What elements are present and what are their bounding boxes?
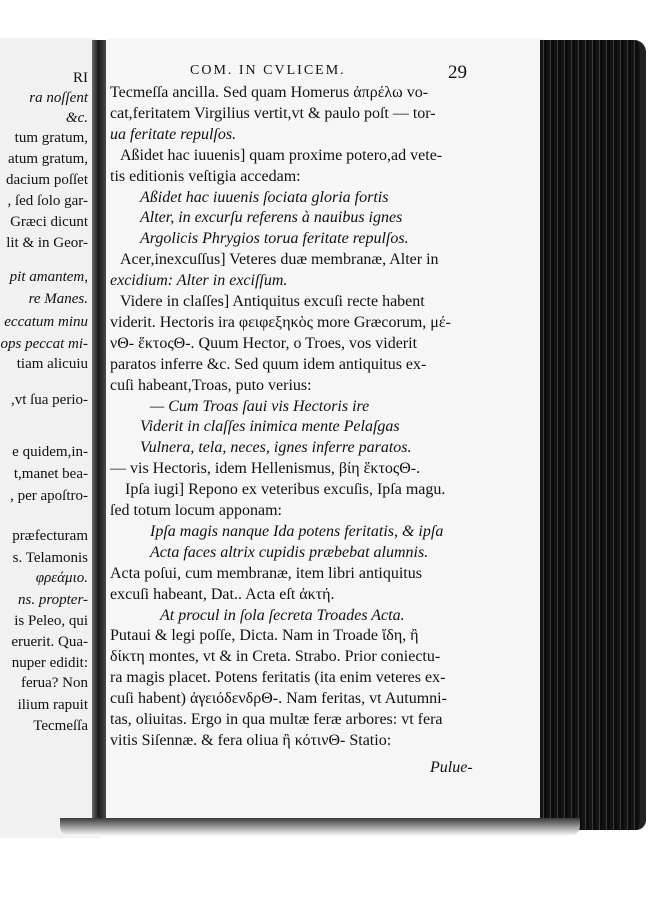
text-line: Vulnera, tela, neces, ignes inferre paratos. [140, 439, 412, 457]
left-text-line: t,manet bea- [13, 466, 88, 482]
text-line: excuſi habeant, Dat.. Acta eſt ἀκτή. [110, 585, 335, 603]
left-text-line: , per apoſtro- [10, 488, 88, 504]
text-line: viderit. Hectoris ira φειφεξηκὸς more Græcorum, μέ- [110, 313, 451, 331]
text-line: Ipſa iugi] Repono ex veteribus excuſis, Ipſa magu. [125, 481, 446, 499]
text-line: Alter, in excurſu referens à nauibus ignes [140, 209, 403, 227]
left-text-line: nuper edidit: [11, 655, 88, 671]
left-text-line: is Peleo, qui [14, 613, 88, 629]
left-text-line: atum gratum, [8, 151, 88, 167]
left-text-line: eccatum minu [4, 314, 88, 330]
text-line: δίκτη montes, vt & in Creta. Strabo. Prior coniectu- [110, 648, 441, 666]
text-line: ra magis placet. Potens feritatis (ita enim veteres ex- [110, 669, 446, 687]
left-text-line: e quidem,in- [12, 444, 88, 460]
left-text-line: ra noſſent [29, 90, 88, 106]
text-line: νΘ- ἕκτοςΘ-. Quum Hector, o Troes, vos viderit [110, 334, 418, 352]
text-line: Acer,inexcuſſus] Veteres duæ membranæ, Alter in [120, 251, 439, 269]
left-text-line: lit & in Geor- [6, 235, 88, 251]
left-text-line: , ſed ſolo gar- [7, 193, 88, 209]
text-line: ſed totum locum apponam: [110, 502, 282, 519]
left-text-line: dacium poſſet [5, 172, 88, 188]
text-line: — Cum Troas ſaui vis Hectoris ire [150, 397, 370, 415]
left-text-line: ops peccat mi- [0, 336, 88, 352]
text-line: Viderit in claſſes inimica mente Pelaſgas [140, 418, 400, 436]
left-text-line: ferua? Non [20, 675, 88, 691]
left-text-line: RI [73, 70, 88, 86]
left-text-line: re Manes. [28, 291, 88, 307]
text-line: Aßidet hac iuuenis] quam proxime potero,ad vete- [120, 146, 443, 164]
text-line: Aßidet hac iuuenis ſociata gloria fortis [140, 188, 389, 206]
text-line: vitis Siſennæ. & fera oliua ἢ κότινΘ- Statio: [110, 731, 392, 749]
text-line: At procul in ſola ſecreta Troades Acta. [160, 606, 405, 624]
text-line: Putaui & legi poſſe, Dicta. Nam in Troade ἴδη, ἢ [110, 627, 419, 645]
running-head: COM. IN CVLICEM. [190, 63, 346, 78]
text-line: Ipſa magis nanque Ida potens feritatis, & ipſa [150, 522, 444, 540]
left-text-line: &c. [65, 110, 88, 126]
text-line: paratos inferre &c. Sed quum idem antiquitus ex- [110, 355, 427, 373]
left-text-line: ns. propter- [18, 592, 88, 608]
book-bottom-edge [60, 818, 580, 836]
catchword: Pulue- [430, 758, 473, 776]
left-text-line: eruerit. Qua- [11, 634, 88, 650]
text-line: Tecmeſſa ancilla. Sed quam Homerus ἀπρέλω vo- [110, 84, 429, 101]
left-text-line: ilium rapuit [17, 697, 88, 713]
left-text-line: Græci dicunt [10, 214, 88, 230]
text-line: cuſi habeant,Troas, puto verius: [110, 376, 312, 394]
text-line: cat,feritatem Virgilius vertit,vt & paulo poſt — tor- [110, 104, 436, 122]
left-text-line: Tecmeſſa [33, 718, 88, 734]
text-line: — vis Hectoris, idem Hellenismus, βίη ἕκτοςΘ-. [110, 460, 421, 478]
left-text-line: ,vt ſua perio- [10, 392, 88, 408]
text-line: Acta faces altrix cupidis præbebat alumnis. [150, 543, 429, 561]
left-text-line: pit amantem, [9, 269, 88, 285]
left-text-line: præfecturam [12, 528, 88, 544]
page-edges [540, 40, 646, 830]
left-text-line: tiam alicuiu [16, 356, 88, 372]
text-line: cuſi habent) ἀγειόδενδρΘ-. Nam feritas, vt Autumni- [110, 690, 447, 708]
text-line: Argolicis Phrygios torua feritate repulſos. [140, 230, 409, 248]
text-line: Videre in claſſes] Antiquitus excuſi recte habent [120, 293, 425, 310]
left-text-line: s. Telamonis [12, 550, 88, 566]
text-line: tis editionis veſtigia accedam: [110, 167, 301, 185]
left-text-line: φρεάμιο. [35, 570, 88, 586]
text-line: excidium: Alter in exciſſum. [110, 272, 288, 290]
text-line: Acta poſui, cum membranæ, item libri antiquitus [110, 564, 422, 582]
page-number: 29 [448, 62, 467, 83]
book-gutter [92, 40, 106, 830]
text-line: tas, oliuitas. Ergo in qua multæ feræ arbores: vt fera [110, 711, 443, 728]
left-text-line: tum gratum, [14, 130, 88, 146]
text-line: ua feritate repulſos. [110, 125, 237, 143]
